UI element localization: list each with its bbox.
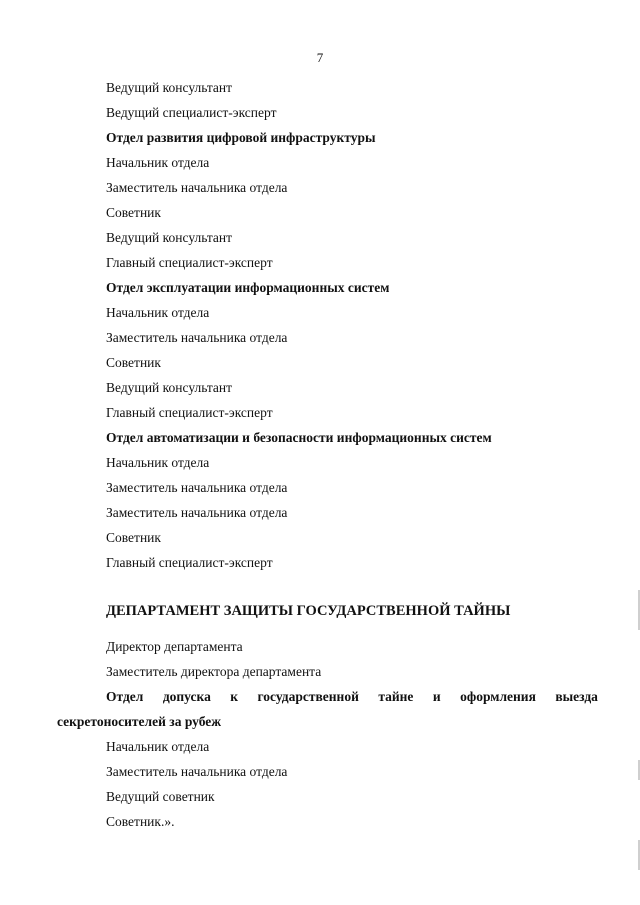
position-item: Ведущий консультант [106,380,233,395]
section-heading: Отдел автоматизации и безопасности информационных систем [106,430,492,445]
heading-word: государственной [257,689,359,704]
section-heading: Отдел эксплуатации информационных систем [106,280,390,295]
position-item: Главный специалист-эксперт [106,255,273,270]
position-item: Советник [106,355,161,370]
position-item: Заместитель начальника отдела [106,505,288,520]
section-heading-line1 [106,689,598,705]
position-item: Советник [106,530,161,545]
section-heading-line2: секретоносителей за рубеж [57,714,222,729]
position-item: Начальник отдела [106,155,210,170]
position-item: Заместитель директора департамента [106,664,322,679]
heading-word: оформления [460,689,536,704]
position-item: Заместитель начальника отдела [106,330,288,345]
position-item: Ведущий советник [106,789,215,804]
heading-word: к [230,689,239,704]
heading-word: выезда [555,689,598,704]
position-item: Главный специалист-эксперт [106,555,273,570]
department-heading: ДЕПАРТАМЕНТ ЗАЩИТЫ ГОСУДАРСТВЕННОЙ ТАЙНЫ [106,603,511,619]
heading-word: тайне [378,689,414,704]
position-item: Советник [106,205,161,220]
heading-word: Отдел [106,689,144,704]
heading-word: допуска [162,689,211,704]
position-item: Ведущий консультант [106,230,233,245]
position-item: Заместитель начальника отдела [106,480,288,495]
position-item: Главный специалист-эксперт [106,405,273,420]
section-heading: Отдел развития цифровой инфраструктуры [106,130,376,145]
position-item: Заместитель начальника отдела [106,764,288,779]
position-item: Начальник отдела [106,305,210,320]
position-item: Советник.». [106,814,175,829]
heading-word: и [432,689,441,704]
position-item: Заместитель начальника отдела [106,180,288,195]
page-number: 7 [316,50,324,65]
position-item: Начальник отдела [106,455,210,470]
position-item: Начальник отдела [106,739,210,754]
position-item: Ведущий консультант [106,80,233,95]
position-item: Ведущий специалист-эксперт [106,105,277,120]
position-item: Директор департамента [106,639,243,654]
